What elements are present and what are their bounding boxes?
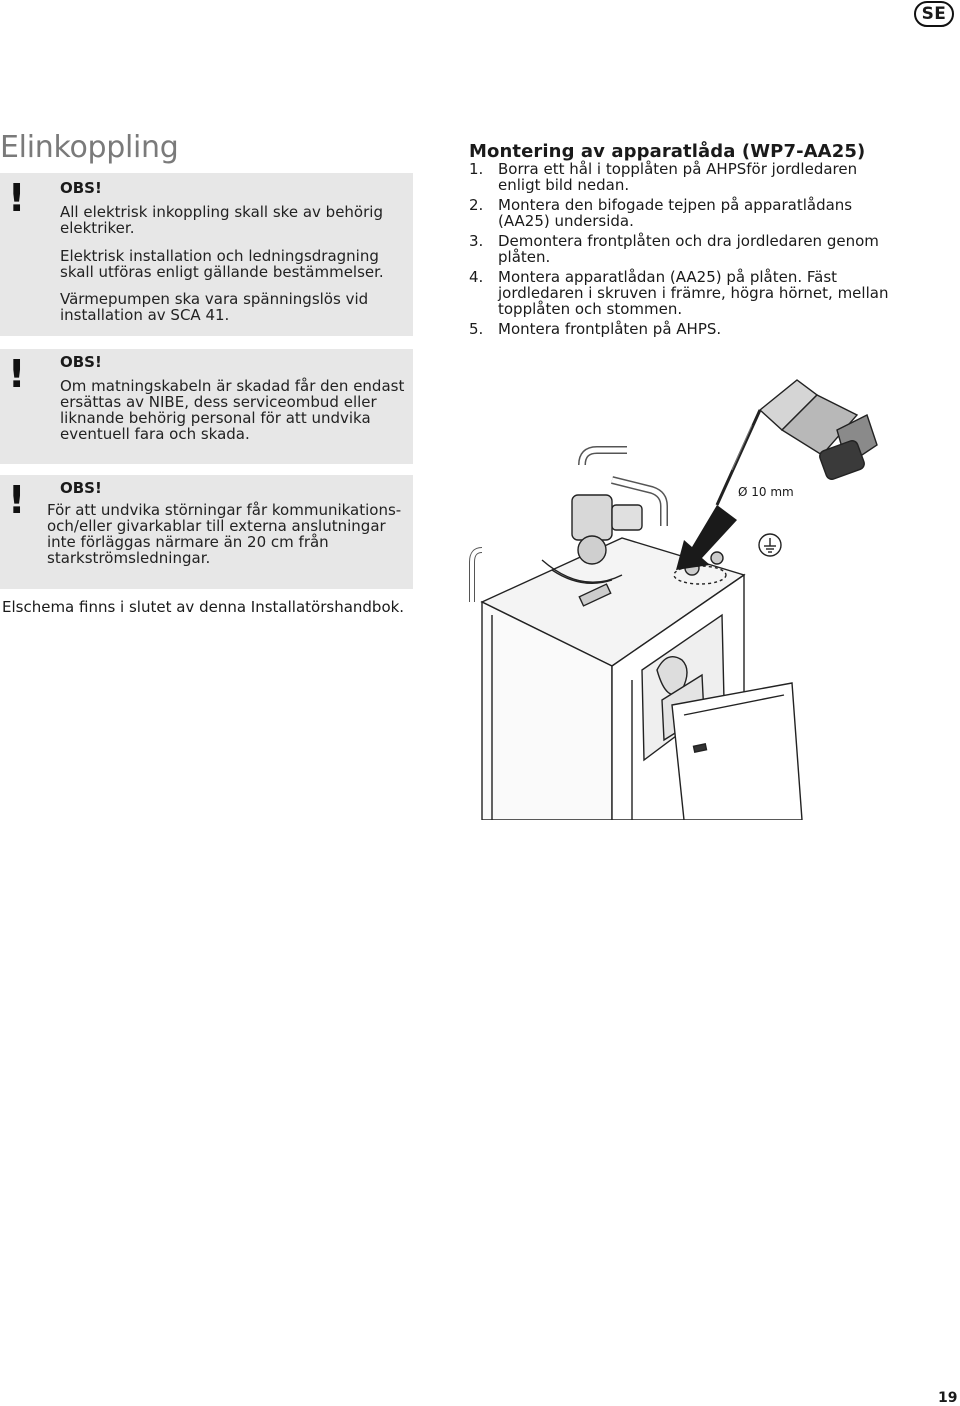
ground-icon <box>759 534 781 556</box>
step-item: 3. Demontera frontplåten och dra jordledaren genom plåten. <box>469 232 879 266</box>
warning-text: All elektrisk inkoppling skall ske av behörig elektriker. <box>60 203 383 237</box>
page-number: 19 <box>938 1390 958 1406</box>
drill-size-label: Ø 10 mm <box>738 485 794 499</box>
page-title: Elinkoppling <box>0 130 179 165</box>
warning-exclamation-icon: ! <box>8 176 26 220</box>
warning-box-1 <box>0 173 413 336</box>
step-item: 4. Montera apparatlådan (AA25) på plåten. Fäst jordledaren i skruven i främre, högra hörnet, mellan topplåten och stommen. <box>469 268 889 318</box>
language-badge: SE <box>914 1 954 27</box>
step-item: 5. Montera frontplåten på AHPS. <box>469 320 722 338</box>
warning-heading: OBS! <box>60 353 102 371</box>
warning-heading: OBS! <box>60 179 102 197</box>
warning-text: Om matningskabeln är skadad får den endast ersättas av NIBE, dess serviceombud eller liknande behörig personal för att undvika eventuell fara och skada. <box>60 377 405 443</box>
warning-exclamation-icon: ! <box>8 478 26 522</box>
warning-exclamation-icon: ! <box>8 352 26 396</box>
warning-heading: OBS! <box>60 479 102 497</box>
warning-text: För att undvika störningar får kommunikations- och/eller givarkablar till externa anslutningar inte förläggas närmare än 20 cm från starkströmsledningar. <box>47 501 402 567</box>
warning-text: Värmepumpen ska vara spänningslös vid installation av SCA 41. <box>60 290 369 324</box>
step-item: 2. Montera den bifogade tejpen på apparatlådans (AA25) undersida. <box>469 196 853 230</box>
schematic-note: Elschema finns i slutet av denna Installatörshandbok. <box>2 598 405 616</box>
warning-box-2 <box>0 349 413 464</box>
step-item: 1. Borra ett hål i topplåten på AHPSför jordledaren enligt bild nedan. <box>469 160 858 194</box>
front-panel <box>672 683 802 820</box>
direction-arrow <box>676 505 737 570</box>
installation-illustration <box>462 370 922 820</box>
warning-text: Elektrisk installation och ledningsdragning skall utföras enligt gällande bestämmelser. <box>60 247 384 281</box>
installation-steps <box>469 161 899 341</box>
section-title: Montering av apparatlåda (WP7-AA25) <box>469 141 866 162</box>
warning-box-3 <box>0 475 413 589</box>
